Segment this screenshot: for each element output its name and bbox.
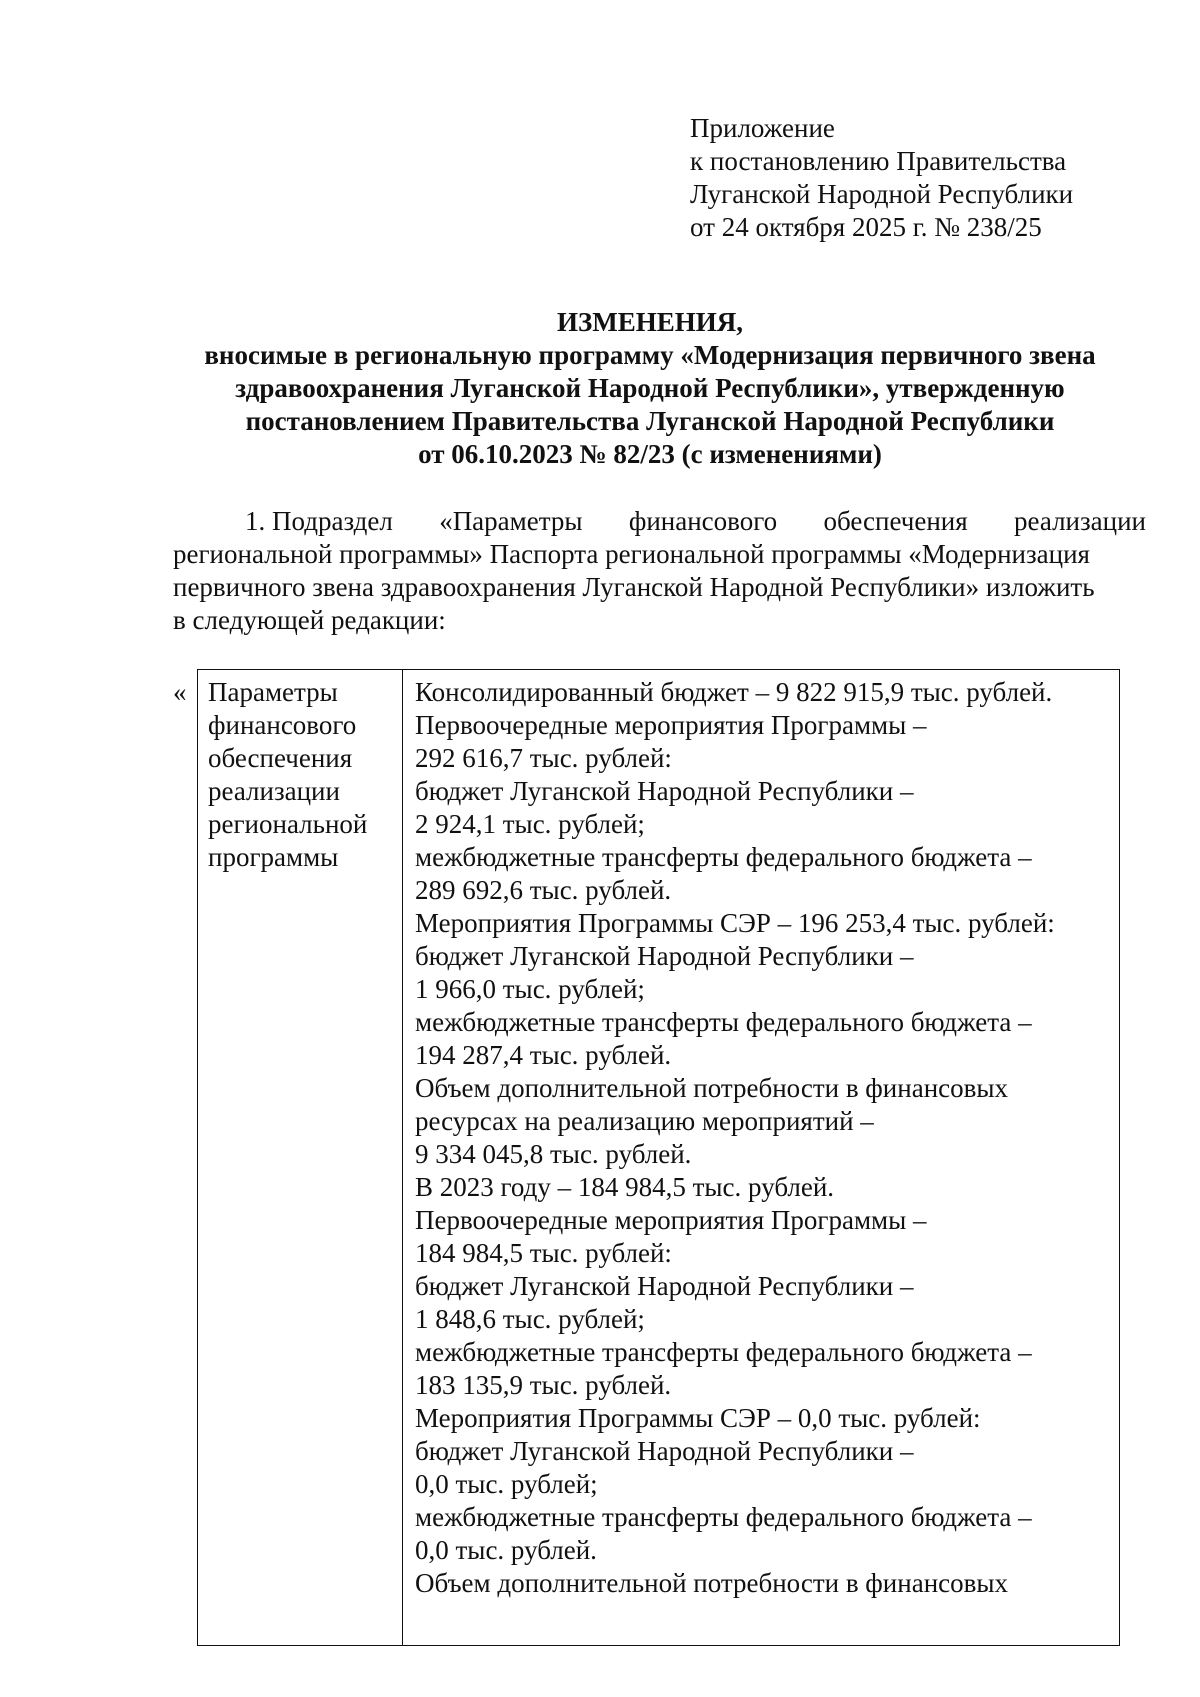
value-line: 1 966,0 тыс. рублей; <box>415 974 645 1004</box>
value-line: 289 692,6 тыс. рублей. <box>415 875 672 905</box>
value-line: 0,0 тыс. рублей; <box>415 1469 598 1499</box>
value-line: 2 924,1 тыс. рублей; <box>415 809 645 839</box>
value-line: 194 287,4 тыс. рублей. <box>415 1040 672 1070</box>
paragraph-word: реализации <box>1014 506 1146 536</box>
paragraph-line: региональной программы» Паспорта региональной программы «Модернизация <box>173 539 1090 569</box>
value-line: 184 984,5 тыс. рублей: <box>415 1238 672 1268</box>
value-line: Объем дополнительной потребности в финансовых <box>415 1568 1009 1598</box>
value-line: 183 135,9 тыс. рублей. <box>415 1370 672 1400</box>
appendix-line: от 24 октября 2025 г. № 238/25 <box>690 212 1042 242</box>
paragraph-word: «Параметры <box>439 506 583 536</box>
label-line: обеспечения <box>208 743 353 773</box>
value-line: межбюджетные трансферты федерального бюджета – <box>415 1337 1032 1367</box>
value-line: бюджет Луганской Народной Республики – <box>415 941 914 971</box>
value-line: межбюджетные трансферты федерального бюджета – <box>415 1502 1032 1532</box>
value-line: межбюджетные трансферты федерального бюджета – <box>415 1007 1032 1037</box>
title-line: ИЗМЕНЕНИЯ, <box>556 307 743 337</box>
value-line: Мероприятия Программы СЭР – 196 253,4 тыс. рублей: <box>415 908 1055 938</box>
value-line: межбюджетные трансферты федерального бюджета – <box>415 842 1032 872</box>
value-line: 0,0 тыс. рублей. <box>415 1535 597 1565</box>
value-line: бюджет Луганской Народной Республики – <box>415 1271 914 1301</box>
table-label-cell <box>198 670 403 1645</box>
value-line: В 2023 году – 184 984,5 тыс. рублей. <box>415 1172 835 1202</box>
label-line: Параметры <box>208 677 338 707</box>
value-line: 1 848,6 тыс. рублей; <box>415 1304 645 1334</box>
appendix-header <box>690 112 1073 244</box>
paragraph-line: в следующей редакции: <box>173 605 446 635</box>
label-line: программы <box>208 842 339 872</box>
value-line: Первоочередные мероприятия Программы – <box>415 710 927 740</box>
label-line: финансового <box>208 710 357 740</box>
title-line: постановлением Правительства Луганской Народной Республики <box>245 406 1055 436</box>
value-line: бюджет Луганской Народной Республики – <box>415 1436 914 1466</box>
value-line: 9 334 045,8 тыс. рублей. <box>415 1139 692 1169</box>
paragraph-line: первичного звена здравоохранения Луганской Народной Республики» изложить <box>173 572 1095 602</box>
document-title <box>150 306 1150 471</box>
title-line: вносимые в региональную программу «Модернизация первичного звена <box>204 340 1096 370</box>
financial-parameters-table <box>197 669 1120 1646</box>
value-line: бюджет Луганской Народной Республики – <box>415 776 914 806</box>
label-line: реализации <box>208 776 340 806</box>
title-line: от 06.10.2023 № 82/23 (с изменениями) <box>418 439 882 469</box>
appendix-line: к постановлению Правительства <box>690 146 1067 176</box>
value-line: Мероприятия Программы СЭР – 0,0 тыс. рублей: <box>415 1403 981 1433</box>
table-value-cell <box>403 670 1119 1645</box>
paragraph-word: финансового <box>628 506 778 536</box>
value-line: Объем дополнительной потребности в финансовых <box>415 1073 1009 1103</box>
paragraph-word: 1. Подраздел <box>245 506 393 536</box>
value-line: ресурсах на реализацию мероприятий – <box>415 1106 874 1136</box>
opening-quote: « <box>173 677 187 707</box>
label-line: региональной <box>208 809 368 839</box>
appendix-line: Луганской Народной Республики <box>690 179 1074 209</box>
value-line: 292 616,7 тыс. рублей: <box>415 743 672 773</box>
appendix-line: Приложение <box>690 113 835 143</box>
paragraph-word: обеспечения <box>823 506 968 536</box>
value-line: Первоочередные мероприятия Программы – <box>415 1205 927 1235</box>
value-line: Консолидированный бюджет – 9 822 915,9 тыс. рублей. <box>415 677 1053 707</box>
body-paragraph <box>173 505 1146 637</box>
paragraph-first-line <box>173 505 1146 538</box>
title-line: здравоохранения Луганской Народной Республики», утвержденную <box>235 373 1065 403</box>
